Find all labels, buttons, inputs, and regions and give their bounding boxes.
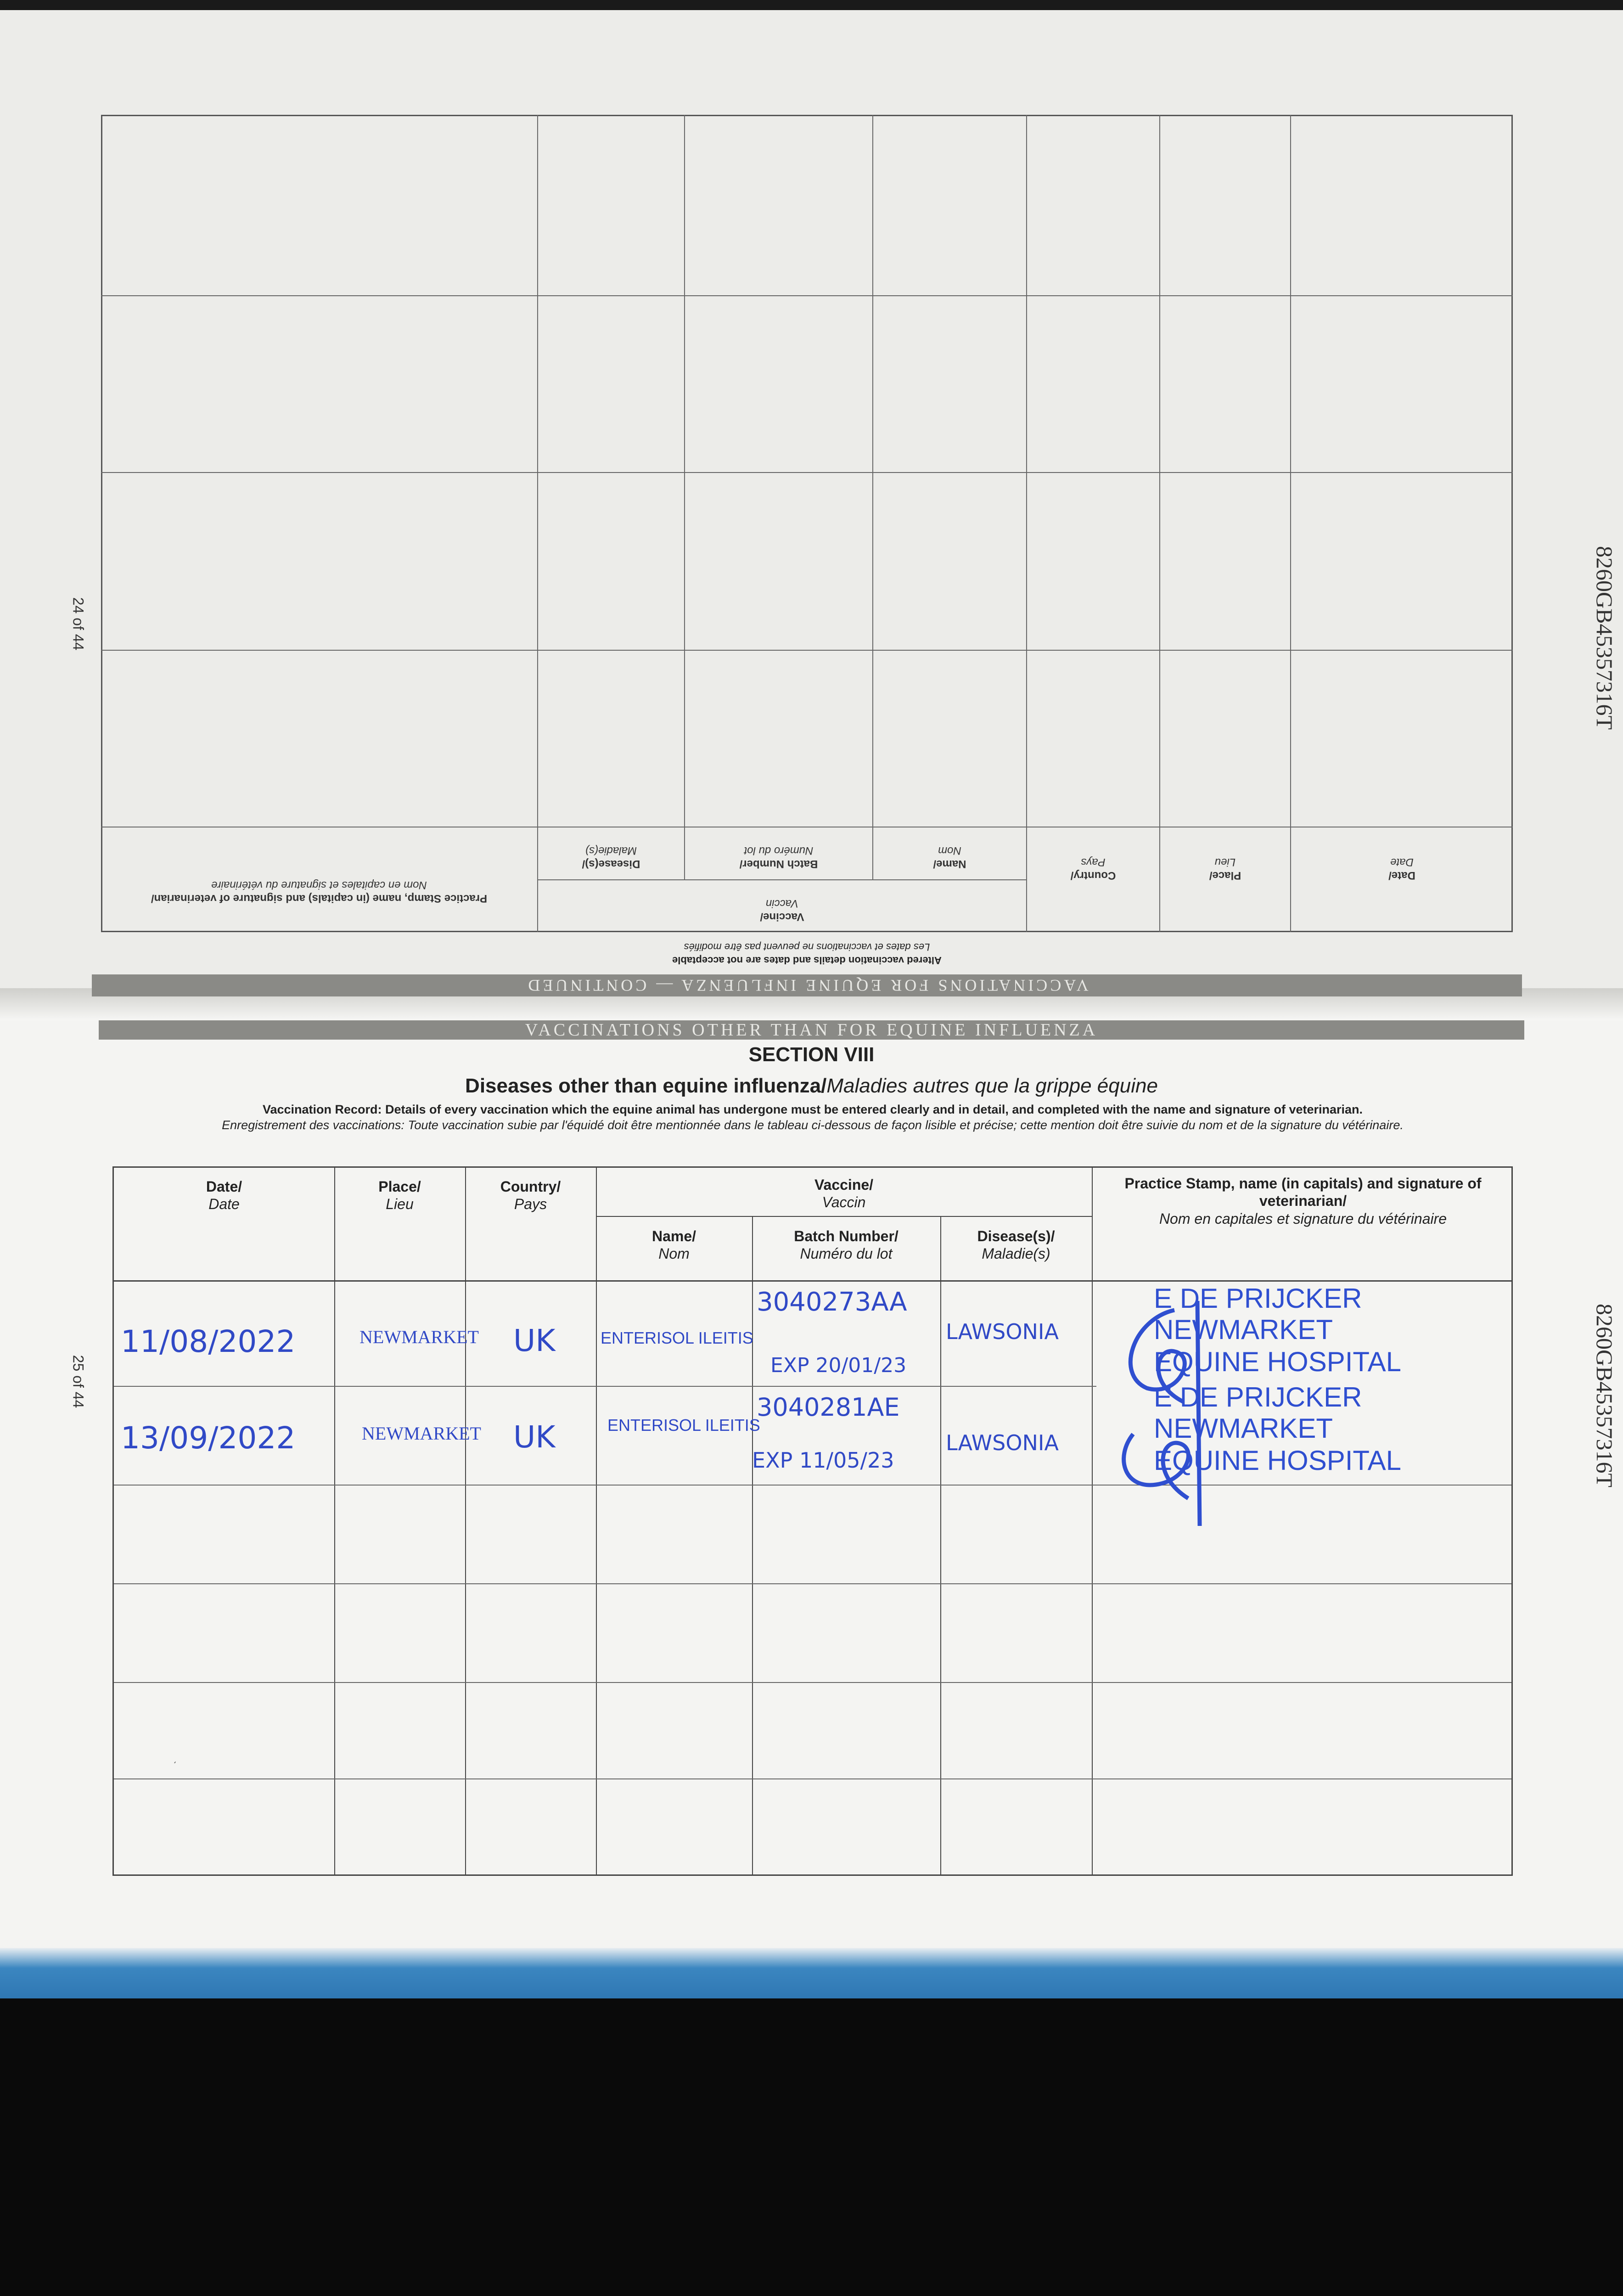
upper-body-rows (101, 115, 1513, 827)
lower-vaccination-table (112, 1166, 1513, 1876)
hdr-country: Country/ Pays (500, 1178, 561, 1213)
hdr-place: Place/ Lieu (378, 1178, 421, 1213)
upper-hdr-disease: Disease(s)/ Maladie(s) (537, 827, 684, 879)
lower-band-title: VACCINATIONS OTHER THAN FOR EQUINE INFLUENZA (99, 1020, 1524, 1040)
entry-2-place: NEWMARKET (362, 1423, 481, 1444)
entry-1-place: NEWMARKET (359, 1327, 479, 1347)
hdr-batch: Batch Number/ Numéro du lot (794, 1228, 899, 1262)
passport-edge (0, 1948, 1623, 1998)
record-note: Vaccination Record: Details of every vaccination which the equine animal has undergone must be entered clearly and in detail, and completed with the name and signature of veterinarian. Enregistrement des vaccinations: Toute vaccination subie par l'équidé doit être mentionnée dans le tableau ci-dessous de façon lisible et précise; cette mention doit être suivie du nom et de la signature du vétérinaire. (222, 1103, 1404, 1132)
entry-2-country: UK (513, 1419, 556, 1455)
vet-signature (1106, 1283, 1262, 1531)
section-heading: SECTION VIII (748, 1043, 875, 1066)
lower-grid-lines (114, 1168, 1511, 1874)
upper-hdr-date: Date/ Date (1290, 827, 1513, 932)
hdr-stamp: Practice Stamp, name (in capitals) and signature of veterinarian/ Nom en capitales et signature du vétérinaire (1124, 1175, 1482, 1227)
entry-2-batch: 3040281AE (757, 1393, 900, 1422)
entry-2-expiry: EXP 11/05/23 (752, 1448, 894, 1473)
scan-bottom-edge (0, 1998, 1623, 2296)
entry-1-disease: LAWSONIA (946, 1319, 1059, 1344)
entry-1-country: UK (513, 1323, 556, 1358)
upper-hdr-stamp: Practice Stamp, name (in capitals) and signature of veterinarian/ Nom en capitales et signature du vétérinaire (101, 827, 537, 932)
upper-notice: Altered vaccination details and dates are not acceptable Les dates et vaccinations ne peuvent pas être modifiés (672, 941, 942, 966)
hdr-name: Name/ Nom (651, 1228, 696, 1262)
entry-1-expiry: EXP 20/01/23 (770, 1354, 907, 1377)
upper-hdr-country: Country/ Pays (1026, 827, 1159, 932)
hdr-disease: Disease(s)/ Maladie(s) (977, 1228, 1055, 1262)
hdr-vaccine: Vaccine/ Vaccin (814, 1176, 874, 1211)
passport-id-lower: 8260GB45357316T (1592, 1304, 1617, 1487)
page-number-lower: 25 of 44 (70, 1355, 87, 1408)
passport-id-upper: 8260GB45357316T (1592, 546, 1617, 730)
section-title: Diseases other than equine influenza/Maladies autres que la grippe équine (465, 1075, 1158, 1097)
entry-1-date: 11/08/2022 (121, 1324, 296, 1359)
entry-1-batch: 3040273AA (757, 1287, 907, 1317)
upper-hdr-batch: Batch Number/ Numéro du lot (684, 827, 872, 879)
entry-2-vaccine-name: ENTERISOL ILEITIS (607, 1416, 760, 1435)
upper-hdr-vaccine: Vaccine/ Vaccin (537, 879, 1026, 932)
upper-band-title: VACCINATIONS FOR EQUINE INFLUENZA — CONTINUED (92, 974, 1522, 996)
vet-stamp-2: E DE PRIJCKER NEWMARKET EQUINE HOSPITAL (1154, 1382, 1402, 1476)
stray-mark: ͵ (174, 1752, 177, 1763)
entry-2-disease: LAWSONIA (946, 1430, 1059, 1455)
entry-1-vaccine-name: ENTERISOL ILEITIS (601, 1328, 753, 1347)
page-number-upper: 24 of 44 (70, 597, 87, 651)
upper-hdr-place: Place/ Lieu (1159, 827, 1290, 932)
upper-hdr-name: Name/ Nom (872, 827, 1026, 879)
vet-stamp-1: E DE PRIJCKER NEWMARKET EQUINE HOSPITAL (1154, 1283, 1402, 1377)
hdr-date: Date/ Date (206, 1178, 242, 1213)
upper-vaccination-table-rotated (101, 115, 1513, 995)
scan-top-edge (0, 0, 1623, 10)
entry-2-date: 13/09/2022 (121, 1420, 296, 1456)
